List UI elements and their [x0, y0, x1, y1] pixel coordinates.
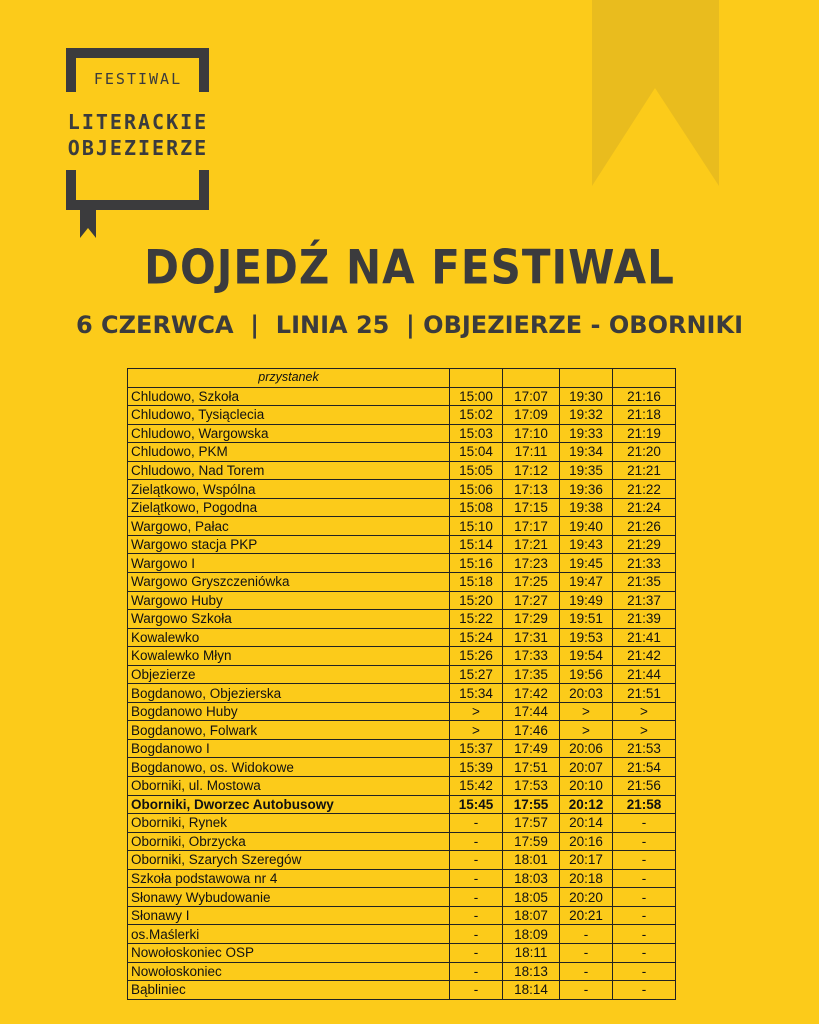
stop-name-cell: Oborniki, Szarych Szeregów — [128, 851, 450, 870]
stop-name-cell: Zielątkowo, Pogodna — [128, 498, 450, 517]
column-header-stop: przystanek — [128, 369, 450, 388]
departure-time-cell: 17:59 — [503, 832, 560, 851]
departure-time-cell: - — [613, 851, 676, 870]
logo-line-objezierze: OBJEZIERZE — [67, 136, 209, 160]
departure-time-cell: 21:20 — [613, 443, 676, 462]
departure-time-cell: 15:20 — [450, 591, 503, 610]
departure-time-cell: 19:45 — [560, 554, 613, 573]
stop-name-cell: Szkoła podstawowa nr 4 — [128, 869, 450, 888]
departure-time-cell: 15:22 — [450, 610, 503, 629]
departure-time-cell: 19:53 — [560, 628, 613, 647]
table-row — [128, 647, 676, 666]
departure-time-cell: 20:03 — [560, 684, 613, 703]
bookmark-ribbon-icon — [592, 0, 720, 188]
departure-time-cell: > — [450, 702, 503, 721]
table-row — [128, 702, 676, 721]
departure-time-cell: 15:18 — [450, 573, 503, 592]
departure-time-cell: 21:29 — [613, 535, 676, 554]
table-row — [128, 758, 676, 777]
departure-time-cell: 18:14 — [503, 981, 560, 1000]
table-row — [128, 962, 676, 981]
stop-name-cell: Oborniki, Rynek — [128, 814, 450, 833]
departure-time-cell: 20:10 — [560, 777, 613, 796]
logo-line-literackie: LITERACKIE — [67, 110, 209, 134]
departure-time-cell: 21:18 — [613, 406, 676, 425]
departure-time-cell: - — [450, 851, 503, 870]
table-row — [128, 832, 676, 851]
departure-time-cell: 21:53 — [613, 739, 676, 758]
departure-time-cell: 18:03 — [503, 869, 560, 888]
departure-time-cell: 21:56 — [613, 777, 676, 796]
departure-time-cell: 15:39 — [450, 758, 503, 777]
table-row — [128, 739, 676, 758]
festival-logo — [66, 48, 210, 240]
stop-name-cell: Wargowo stacja PKP — [128, 535, 450, 554]
departure-time-cell: 21:37 — [613, 591, 676, 610]
stop-name-cell: Objezierze — [128, 665, 450, 684]
stop-name-cell: Oborniki, Obrzycka — [128, 832, 450, 851]
departure-time-cell: 17:11 — [503, 443, 560, 462]
departure-time-cell: 20:14 — [560, 814, 613, 833]
departure-time-cell: 19:32 — [560, 406, 613, 425]
table-row — [128, 480, 676, 499]
table-row — [128, 535, 676, 554]
stop-name-cell: Wargowo, Pałac — [128, 517, 450, 536]
departure-time-cell: 19:33 — [560, 424, 613, 443]
stop-name-cell: Chludowo, Nad Torem — [128, 461, 450, 480]
departure-time-cell: 15:34 — [450, 684, 503, 703]
departure-time-cell: - — [450, 832, 503, 851]
table-row — [128, 591, 676, 610]
stop-name-cell: Wargowo Gryszczeniówka — [128, 573, 450, 592]
departure-time-cell: 17:55 — [503, 795, 560, 814]
departure-time-cell: 17:46 — [503, 721, 560, 740]
departure-time-cell: 17:23 — [503, 554, 560, 573]
departure-time-cell: 18:07 — [503, 906, 560, 925]
departure-time-cell: - — [613, 925, 676, 944]
departure-time-cell: - — [450, 906, 503, 925]
departure-time-cell: > — [450, 721, 503, 740]
stop-name-cell: Słonawy Wybudowanie — [128, 888, 450, 907]
column-header-run-2 — [503, 369, 560, 388]
departure-time-cell: - — [613, 981, 676, 1000]
table-row — [128, 406, 676, 425]
departure-time-cell: 19:34 — [560, 443, 613, 462]
departure-time-cell: 19:51 — [560, 610, 613, 629]
timetable-body — [128, 387, 676, 999]
departure-time-cell: 21:58 — [613, 795, 676, 814]
departure-time-cell: 15:27 — [450, 665, 503, 684]
departure-time-cell: 15:45 — [450, 795, 503, 814]
departure-time-cell: 15:05 — [450, 461, 503, 480]
table-row — [128, 981, 676, 1000]
stop-name-cell: os.Maślerki — [128, 925, 450, 944]
stop-name-cell: Oborniki, Dworzec Autobusowy — [128, 795, 450, 814]
departure-time-cell: - — [450, 943, 503, 962]
departure-time-cell: 17:44 — [503, 702, 560, 721]
table-row — [128, 573, 676, 592]
stop-name-cell: Zielątkowo, Wspólna — [128, 480, 450, 499]
table-row — [128, 610, 676, 629]
logo-line-festiwal: FESTIWAL — [93, 70, 183, 88]
table-row — [128, 869, 676, 888]
stop-name-cell: Chludowo, PKM — [128, 443, 450, 462]
departure-time-cell: 17:57 — [503, 814, 560, 833]
departure-time-cell: 21:54 — [613, 758, 676, 777]
departure-time-cell: > — [560, 702, 613, 721]
departure-time-cell: - — [613, 814, 676, 833]
departure-time-cell: 15:00 — [450, 387, 503, 406]
departure-time-cell: 15:42 — [450, 777, 503, 796]
departure-time-cell: 21:16 — [613, 387, 676, 406]
table-row — [128, 684, 676, 703]
stop-name-cell: Kowalewko Młyn — [128, 647, 450, 666]
departure-time-cell: 20:06 — [560, 739, 613, 758]
stop-name-cell: Bogdanowo I — [128, 739, 450, 758]
column-header-run-4 — [613, 369, 676, 388]
departure-time-cell: 21:44 — [613, 665, 676, 684]
departure-time-cell: 21:22 — [613, 480, 676, 499]
departure-time-cell: 19:47 — [560, 573, 613, 592]
departure-time-cell: 18:01 — [503, 851, 560, 870]
departure-time-cell: 20:16 — [560, 832, 613, 851]
stop-name-cell: Nowołoskoniec — [128, 962, 450, 981]
departure-time-cell: - — [613, 832, 676, 851]
table-row — [128, 665, 676, 684]
departure-time-cell: 17:51 — [503, 758, 560, 777]
stop-name-cell: Słonawy I — [128, 906, 450, 925]
table-row — [128, 777, 676, 796]
departure-time-cell: 18:11 — [503, 943, 560, 962]
departure-time-cell: 21:35 — [613, 573, 676, 592]
stop-name-cell: Bogdanowo, os. Widokowe — [128, 758, 450, 777]
departure-time-cell: - — [613, 962, 676, 981]
departure-time-cell: 19:35 — [560, 461, 613, 480]
departure-time-cell: 21:21 — [613, 461, 676, 480]
table-row — [128, 851, 676, 870]
departure-time-cell: 17:29 — [503, 610, 560, 629]
stop-name-cell: Chludowo, Szkoła — [128, 387, 450, 406]
departure-time-cell: - — [450, 888, 503, 907]
column-header-run-1 — [450, 369, 503, 388]
departure-time-cell: 15:37 — [450, 739, 503, 758]
bus-timetable — [127, 368, 676, 1000]
departure-time-cell: 21:41 — [613, 628, 676, 647]
departure-time-cell: - — [613, 869, 676, 888]
stop-name-cell: Bogdanowo Huby — [128, 702, 450, 721]
table-row — [128, 628, 676, 647]
table-row — [128, 906, 676, 925]
table-row — [128, 925, 676, 944]
column-header-run-3 — [560, 369, 613, 388]
departure-time-cell: 15:10 — [450, 517, 503, 536]
departure-time-cell: 15:04 — [450, 443, 503, 462]
departure-time-cell: 21:39 — [613, 610, 676, 629]
departure-time-cell: 19:30 — [560, 387, 613, 406]
departure-time-cell: - — [450, 925, 503, 944]
departure-time-cell: 18:13 — [503, 962, 560, 981]
departure-time-cell: 21:26 — [613, 517, 676, 536]
table-row — [128, 443, 676, 462]
page-title: DOJEDŹ NA FESTIWAL — [144, 240, 675, 295]
table-row — [128, 387, 676, 406]
departure-time-cell: 17:25 — [503, 573, 560, 592]
departure-time-cell: 19:36 — [560, 480, 613, 499]
departure-time-cell: - — [613, 888, 676, 907]
departure-time-cell: 15:14 — [450, 535, 503, 554]
departure-time-cell: 17:31 — [503, 628, 560, 647]
table-row — [128, 461, 676, 480]
departure-time-cell: 17:07 — [503, 387, 560, 406]
departure-time-cell: 15:16 — [450, 554, 503, 573]
departure-time-cell: - — [613, 906, 676, 925]
departure-time-cell: - — [450, 814, 503, 833]
departure-time-cell: 21:19 — [613, 424, 676, 443]
departure-time-cell: 19:40 — [560, 517, 613, 536]
stop-name-cell: Wargowo Huby — [128, 591, 450, 610]
stop-name-cell: Bogdanowo, Objezierska — [128, 684, 450, 703]
table-row — [128, 795, 676, 814]
departure-time-cell: 17:27 — [503, 591, 560, 610]
departure-time-cell: 18:09 — [503, 925, 560, 944]
departure-time-cell: 17:42 — [503, 684, 560, 703]
departure-time-cell: 15:26 — [450, 647, 503, 666]
departure-time-cell: - — [450, 981, 503, 1000]
departure-time-cell: - — [560, 962, 613, 981]
departure-time-cell: 21:42 — [613, 647, 676, 666]
departure-time-cell: - — [560, 943, 613, 962]
departure-time-cell: 21:51 — [613, 684, 676, 703]
stop-name-cell: Bogdanowo, Folwark — [128, 721, 450, 740]
stop-name-cell: Chludowo, Tysiąclecia — [128, 406, 450, 425]
table-row — [128, 517, 676, 536]
departure-time-cell: 19:43 — [560, 535, 613, 554]
table-row — [128, 424, 676, 443]
departure-time-cell: 20:21 — [560, 906, 613, 925]
departure-time-cell: 19:56 — [560, 665, 613, 684]
departure-time-cell: 17:35 — [503, 665, 560, 684]
departure-time-cell: 20:17 — [560, 851, 613, 870]
departure-time-cell: - — [613, 943, 676, 962]
departure-time-cell: 17:53 — [503, 777, 560, 796]
departure-time-cell: 20:07 — [560, 758, 613, 777]
departure-time-cell: 17:15 — [503, 498, 560, 517]
table-row — [128, 498, 676, 517]
departure-time-cell: 17:13 — [503, 480, 560, 499]
departure-time-cell: 17:33 — [503, 647, 560, 666]
departure-time-cell: > — [560, 721, 613, 740]
departure-time-cell: 15:08 — [450, 498, 503, 517]
departure-time-cell: 21:24 — [613, 498, 676, 517]
stop-name-cell: Kowalewko — [128, 628, 450, 647]
stop-name-cell: Wargowo Szkoła — [128, 610, 450, 629]
departure-time-cell: 20:18 — [560, 869, 613, 888]
departure-time-cell: 15:06 — [450, 480, 503, 499]
stop-name-cell: Oborniki, ul. Mostowa — [128, 777, 450, 796]
departure-time-cell: - — [450, 962, 503, 981]
table-row — [128, 943, 676, 962]
stop-name-cell: Wargowo I — [128, 554, 450, 573]
departure-time-cell: 17:21 — [503, 535, 560, 554]
table-row — [128, 554, 676, 573]
departure-time-cell: 17:17 — [503, 517, 560, 536]
departure-time-cell: 15:24 — [450, 628, 503, 647]
departure-time-cell: > — [613, 702, 676, 721]
departure-time-cell: 20:12 — [560, 795, 613, 814]
departure-time-cell: 17:10 — [503, 424, 560, 443]
departure-time-cell: 21:33 — [613, 554, 676, 573]
stop-name-cell: Bąbliniec — [128, 981, 450, 1000]
table-row — [128, 888, 676, 907]
departure-time-cell: - — [450, 869, 503, 888]
departure-time-cell: 20:20 — [560, 888, 613, 907]
departure-time-cell: 19:54 — [560, 647, 613, 666]
page-subtitle: 6 CZERWCA | LINIA 25 | OBJEZIERZE - OBORNIKI — [75, 311, 743, 339]
departure-time-cell: - — [560, 981, 613, 1000]
departure-time-cell: - — [560, 925, 613, 944]
departure-time-cell: 17:09 — [503, 406, 560, 425]
table-row — [128, 721, 676, 740]
departure-time-cell: 18:05 — [503, 888, 560, 907]
stop-name-cell: Chludowo, Wargowska — [128, 424, 450, 443]
departure-time-cell: 19:38 — [560, 498, 613, 517]
departure-time-cell: 19:49 — [560, 591, 613, 610]
stop-name-cell: Nowołoskoniec OSP — [128, 943, 450, 962]
departure-time-cell: > — [613, 721, 676, 740]
table-header-row — [128, 369, 676, 388]
departure-time-cell: 15:02 — [450, 406, 503, 425]
table-row — [128, 814, 676, 833]
departure-time-cell: 17:12 — [503, 461, 560, 480]
departure-time-cell: 17:49 — [503, 739, 560, 758]
departure-time-cell: 15:03 — [450, 424, 503, 443]
